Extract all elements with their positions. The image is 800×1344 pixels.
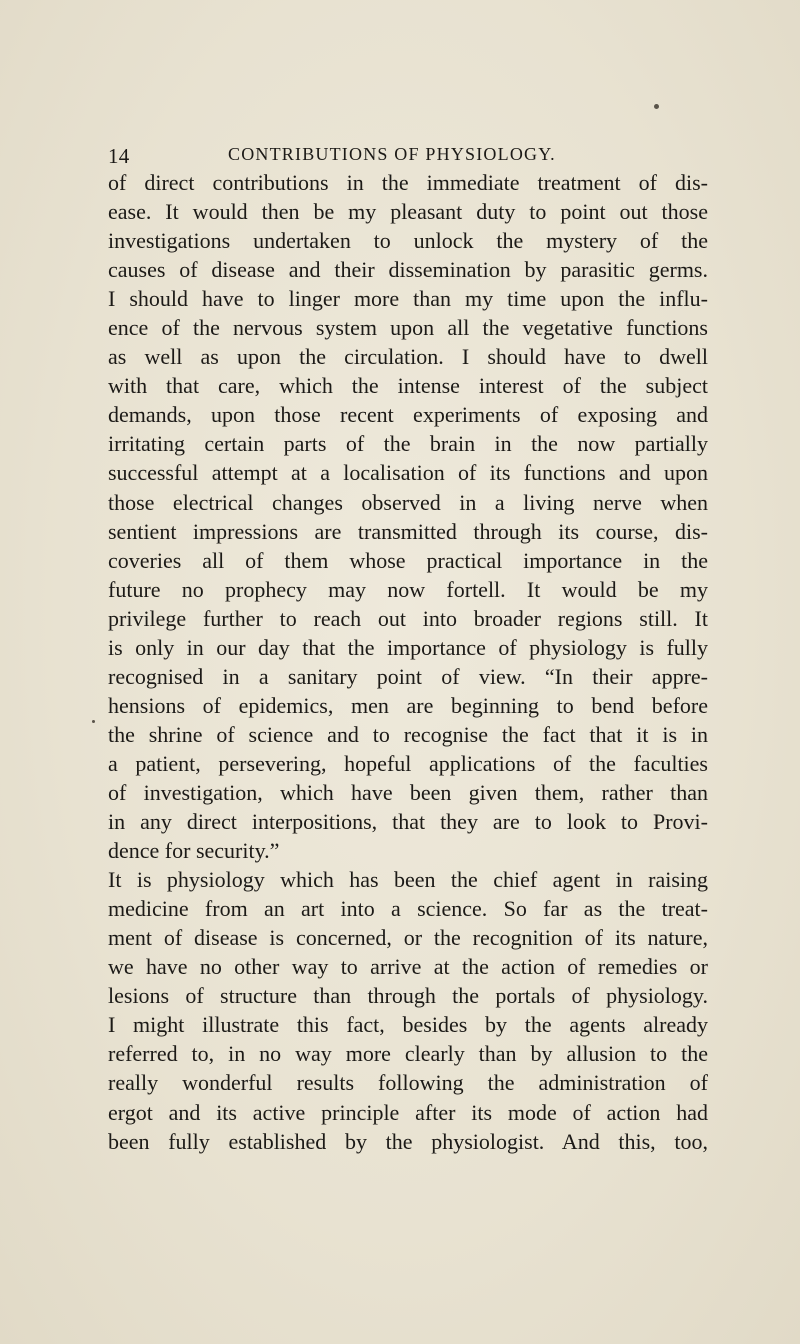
ink-speck [92,720,95,723]
text-line: causes of disease and their dissemination by parasitic germs. [108,257,708,283]
text-line: demands, upon those recent experiments of exposing and [108,402,708,428]
text-line: ease. It would then be my pleasant duty to point out those [108,199,708,225]
body-text [108,168,708,1156]
running-head [108,144,688,168]
text-line: dence for security.” [108,838,280,864]
text-line: referred to, in no way more clearly than by allusion to the [108,1041,708,1067]
text-line: as well as upon the circulation. I should have to dwell [108,344,708,370]
text-line: ergot and its active principle after its mode of action had [108,1099,708,1125]
text-line: ment of disease is concerned, or the recognition of its nature, [108,925,708,951]
text-line: of investigation, which have been given them, rather than [108,779,708,805]
text-line: of direct contributions in the immediate treatment of dis- [108,170,708,195]
text-line: hensions of epidemics, men are beginning to bend before [108,692,708,718]
text-line: with that care, which the intense interest of the subject [108,373,708,399]
text-line: future no prophecy may now fortell. It would be my [108,576,708,602]
text-line: those electrical changes observed in a living nerve when [108,489,708,515]
text-line: irritating certain parts of the brain in the now partially [108,431,708,457]
text-line: I might illustrate this fact, besides by the agents already [108,1012,708,1038]
text-line: investigations undertaken to unlock the mystery of the [108,228,708,254]
text-line: ence of the nervous system upon all the vegetative functions [108,315,708,341]
text-line: successful attempt at a localisation of its functions and upon [108,460,708,486]
text-line: a patient, persevering, hopeful applications of the faculties [108,750,708,776]
text-line: in any direct interpositions, that they are to look to Provi- [108,809,708,835]
text-line: recognised in a sanitary point of view. “In their appre- [108,663,708,689]
text-line: I should have to linger more than my time upon the influ- [108,286,708,312]
text-line: medicine from an art into a science. So far as the treat- [108,896,708,922]
text-line: lesions of structure than through the portals of physiology. [108,983,708,1009]
ink-speck [654,104,659,109]
text-line: we have no other way to arrive at the action of remedies or [108,954,708,980]
text-line: sentient impressions are transmitted through its course, dis- [108,518,708,544]
text-line: the shrine of science and to recognise the fact that it is in [108,721,708,747]
text-line: privilege further to reach out into broader regions still. It [108,605,708,631]
text-line: coveries all of them whose practical importance in the [108,547,708,573]
text-line: It is physiology which has been the chief agent in raising [108,867,708,893]
text-line: is only in our day that the importance of physiology is fully [108,634,708,660]
text-line: been fully established by the physiologist. And this, too, [108,1128,708,1154]
text-line: really wonderful results following the administration of [108,1070,708,1096]
running-title: CONTRIBUTIONS OF PHYSIOLOGY. [228,144,556,164]
page-number: 14 [108,144,130,168]
